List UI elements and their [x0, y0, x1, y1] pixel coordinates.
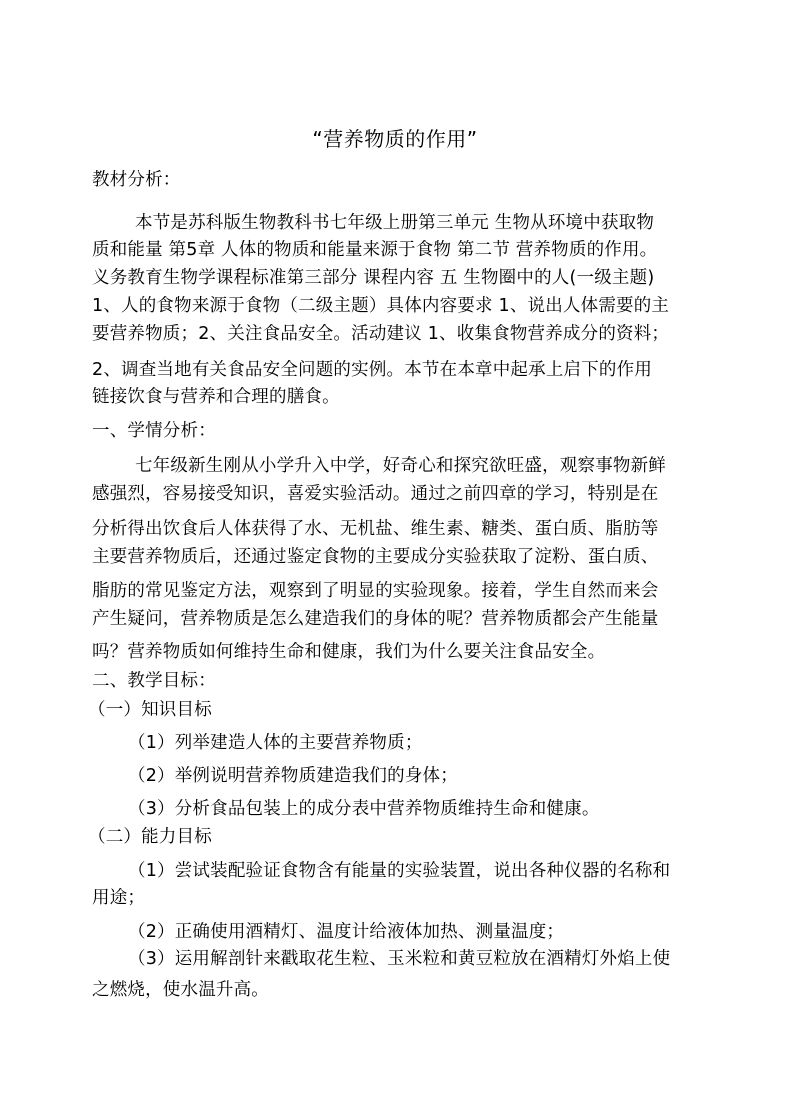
paragraph-line: 要营养物质；2、关注食品安全。活动建议 1、收集食物营养成分的资料； [92, 324, 670, 344]
section-heading-textbook: 教材分析： [92, 170, 181, 190]
paragraph-line: 2、调查当地有关食品安全问题的实例。本节在本章中起承上启下的作用 [92, 360, 653, 380]
paragraph-line: 吗？营养物质如何维持生命和健康，我们为什么要关注食品安全。 [92, 642, 606, 662]
paragraph-line: 链接饮食与营养和合理的膳食。 [92, 387, 340, 407]
paragraph-line: 脂肪的常见鉴定方法，观察到了明显的实验现象。接着，学生自然而来会 [92, 581, 659, 601]
paragraph-line: 本节是苏科版生物教科书七年级上册第三单元 生物从环境中获取物 [135, 213, 655, 233]
section-heading-goals: 二、教学目标： [92, 671, 216, 691]
subheading-ability-goals: （二）能力目标 [88, 827, 212, 847]
goal-item: （2）正确使用酒精灯、温度计给液体加热、测量温度； [128, 922, 565, 942]
document-title: “营养物质的作用” [312, 127, 478, 151]
goal-item-continuation: 用途； [92, 888, 146, 908]
paragraph-line: 义务教育生物学课程标准第三部分 课程内容 五 生物圈中的人(一级主题) [92, 268, 655, 288]
paragraph-line: 产生疑问，营养物质是怎么建造我们的身体的呢？营养物质都会产生能量 [92, 609, 659, 629]
paragraph-line: 质和能量 第5章 人体的物质和能量来源于食物 第二节 营养物质的作用。 [92, 240, 658, 260]
paragraph-line: 1、人的食物来源于食物（二级主题）具体内容要求 1、说出人体需要的主 [92, 296, 670, 316]
goal-item: （3）分析食品包装上的成分表中营养物质维持生命和健康。 [128, 799, 600, 819]
subheading-knowledge-goals: （一）知识目标 [88, 700, 212, 720]
goal-item: （1）尝试装配验证食物含有能量的实验装置，说出各种仪器的名称和 [128, 861, 671, 881]
paragraph-line: 分析得出饮食后人体获得了水、无机盐、维生素、糖类、蛋白质、脂肪等 [92, 519, 659, 539]
paragraph-line: 主要营养物质后，还通过鉴定食物的主要成分实验获取了淀粉、蛋白质、 [92, 547, 659, 567]
goal-item: （2）举例说明营养物质建造我们的身体； [128, 766, 458, 786]
goal-item: （1）列举建造人体的主要营养物质； [128, 733, 423, 753]
goal-item-continuation: 之燃烧，使水温升高。 [92, 980, 269, 1000]
goal-item: （3）运用解剖针来戳取花生粒、玉米粒和黄豆粒放在酒精灯外焰上使 [128, 949, 671, 969]
paragraph-line: 七年级新生刚从小学升入中学，好奇心和探究欲旺盛，观察事物新鲜 [135, 456, 666, 476]
section-heading-students: 一、学情分析： [92, 421, 216, 441]
paragraph-line: 感强烈，容易接受知识，喜爱实验活动。通过之前四章的学习，特别是在 [92, 484, 659, 504]
